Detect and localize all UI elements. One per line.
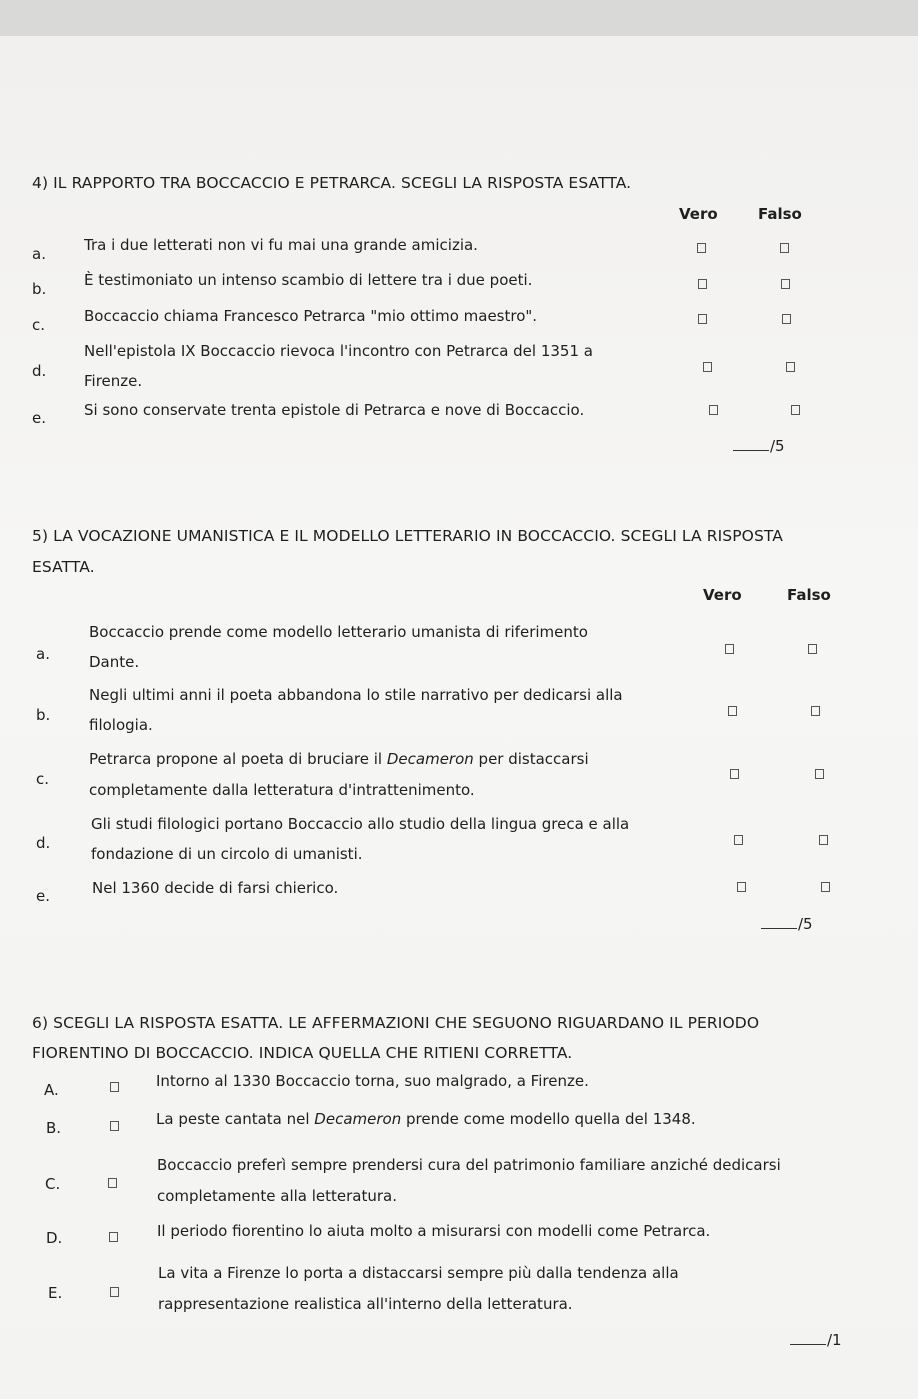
q5-c-vero-checkbox[interactable] [730, 769, 739, 779]
q4-score [733, 437, 785, 455]
q6-item-b-text [156, 1104, 696, 1135]
q5-d-vero-checkbox[interactable] [734, 835, 743, 845]
q4-title: 4) IL RAPPORTO TRA BOCCACCIO E PETRARCA. SCEGLI LA RISPOSTA ESATTA. [32, 174, 632, 192]
q4-b-vero-checkbox[interactable] [698, 279, 707, 289]
q5-c-text-post: per distaccarsi [473, 750, 589, 768]
q6-b-text-title: Decameron [314, 1110, 402, 1128]
q4-e-falso-checkbox[interactable] [791, 405, 800, 415]
q6-item-a-letter: A. [44, 1081, 59, 1099]
q5-d-falso-checkbox[interactable] [819, 835, 828, 845]
q6-b-checkbox[interactable] [110, 1121, 119, 1131]
q5-item-a-text-1: Boccaccio prende come modello letterario umanista di riferimento [89, 623, 588, 641]
q5-col-falso: Falso [787, 586, 831, 604]
q5-col-vero: Vero [703, 586, 742, 604]
q4-item-d-text-2: Firenze. [84, 372, 143, 390]
q6-score [790, 1331, 842, 1349]
q6-item-e-text-2: rappresentazione realistica all'interno della letteratura. [158, 1295, 573, 1313]
q5-title-2: ESATTA. [32, 558, 95, 576]
q6-item-d-text: Il periodo fiorentino lo aiuta molto a misurarsi con modelli come Petrarca. [157, 1222, 711, 1240]
q4-b-falso-checkbox[interactable] [781, 279, 790, 289]
q4-col-vero: Vero [679, 205, 718, 223]
q6-b-text-pre: La peste cantata nel [156, 1110, 315, 1128]
q5-c-text-title: Decameron [386, 750, 474, 768]
q5-c-falso-checkbox[interactable] [815, 769, 824, 779]
q5-title-1: 5) LA VOCAZIONE UMANISTICA E IL MODELLO LETTERARIO IN BOCCACCIO. SCEGLI LA RISPOSTA [32, 527, 783, 545]
q4-item-e-letter: e. [32, 409, 46, 427]
q6-b-text-post: prende come modello quella del 1348. [401, 1110, 696, 1128]
q4-d-falso-checkbox[interactable] [786, 362, 795, 372]
q6-d-checkbox[interactable] [109, 1232, 118, 1242]
q5-item-c-letter: c. [36, 770, 50, 788]
q5-item-d-letter: d. [36, 834, 51, 852]
q5-a-vero-checkbox[interactable] [725, 644, 734, 654]
q6-e-checkbox[interactable] [110, 1287, 119, 1297]
q5-item-a-text-2: Dante. [89, 653, 140, 671]
q4-item-c-letter: c. [32, 316, 46, 334]
q4-c-falso-checkbox[interactable] [782, 314, 791, 324]
q4-item-d-text-1: Nell'epistola IX Boccaccio rievoca l'incontro con Petrarca del 1351 a [84, 342, 593, 360]
q6-score-blank[interactable] [790, 1343, 826, 1345]
q4-item-c-text: Boccaccio chiama Francesco Petrarca "mio ottimo maestro". [84, 307, 538, 325]
q4-item-a-letter: a. [32, 245, 46, 263]
q6-c-checkbox[interactable] [108, 1178, 117, 1188]
q6-item-a-text: Intorno al 1330 Boccaccio torna, suo malgrado, a Firenze. [156, 1072, 589, 1090]
q4-score-blank[interactable] [733, 449, 769, 451]
q6-a-checkbox[interactable] [110, 1082, 119, 1092]
q5-e-falso-checkbox[interactable] [821, 882, 830, 892]
q5-item-c-text-1 [89, 744, 589, 775]
q5-score-blank[interactable] [761, 927, 797, 929]
q5-item-e-letter: e. [36, 887, 50, 905]
q4-score-value: /5 [770, 437, 785, 455]
q4-item-a-text: Tra i due letterati non vi fu mai una grande amicizia. [84, 236, 478, 254]
q5-b-vero-checkbox[interactable] [728, 706, 737, 716]
q6-item-c-text-1: Boccaccio preferì sempre prendersi cura del patrimonio familiare anziché dedicarsi [157, 1156, 781, 1174]
q6-item-b-letter: B. [46, 1119, 62, 1137]
q5-item-a-letter: a. [36, 645, 50, 663]
q6-item-e-text-1: La vita a Firenze lo porta a distaccarsi sempre più dalla tendenza alla [158, 1264, 679, 1282]
q6-title-1: 6) SCEGLI LA RISPOSTA ESATTA. LE AFFERMAZIONI CHE SEGUONO RIGUARDANO IL PERIODO [32, 1014, 760, 1032]
q6-item-c-text-2: completamente alla letteratura. [157, 1187, 397, 1205]
q5-score [761, 915, 813, 933]
q5-c-text-pre: Petrarca propone al poeta di bruciare il [89, 750, 387, 768]
q5-e-vero-checkbox[interactable] [737, 882, 746, 892]
q5-a-falso-checkbox[interactable] [808, 644, 817, 654]
q4-item-b-text: È testimoniato un intenso scambio di lettere tra i due poeti. [84, 271, 533, 289]
q4-a-falso-checkbox[interactable] [780, 243, 789, 253]
q6-item-c-letter: C. [45, 1175, 61, 1193]
q5-b-falso-checkbox[interactable] [811, 706, 820, 716]
q4-d-vero-checkbox[interactable] [703, 362, 712, 372]
q4-e-vero-checkbox[interactable] [709, 405, 718, 415]
q5-item-b-text-2: filologia. [89, 716, 153, 734]
q5-item-b-letter: b. [36, 706, 51, 724]
q4-item-e-text: Si sono conservate trenta epistole di Petrarca e nove di Boccaccio. [84, 401, 585, 419]
q5-item-e-text: Nel 1360 decide di farsi chierico. [92, 879, 339, 897]
q6-title-2: FIORENTINO DI BOCCACCIO. INDICA QUELLA CHE RITIENI CORRETTA. [32, 1044, 573, 1062]
q4-a-vero-checkbox[interactable] [697, 243, 706, 253]
q6-item-d-letter: D. [46, 1229, 63, 1247]
q5-item-d-text-1: Gli studi filologici portano Boccaccio allo studio della lingua greca e alla [91, 815, 630, 833]
q4-item-b-letter: b. [32, 280, 47, 298]
q5-item-c-text-2: completamente dalla letteratura d'intrattenimento. [89, 781, 475, 799]
q5-item-b-text-1: Negli ultimi anni il poeta abbandona lo stile narrativo per dedicarsi alla [89, 686, 623, 704]
q4-c-vero-checkbox[interactable] [698, 314, 707, 324]
q6-item-e-letter: E. [48, 1284, 63, 1302]
q5-score-value: /5 [798, 915, 813, 933]
q4-col-falso: Falso [758, 205, 802, 223]
q6-score-value: /1 [827, 1331, 842, 1349]
q4-item-d-letter: d. [32, 362, 47, 380]
q5-item-d-text-2: fondazione di un circolo di umanisti. [91, 845, 363, 863]
